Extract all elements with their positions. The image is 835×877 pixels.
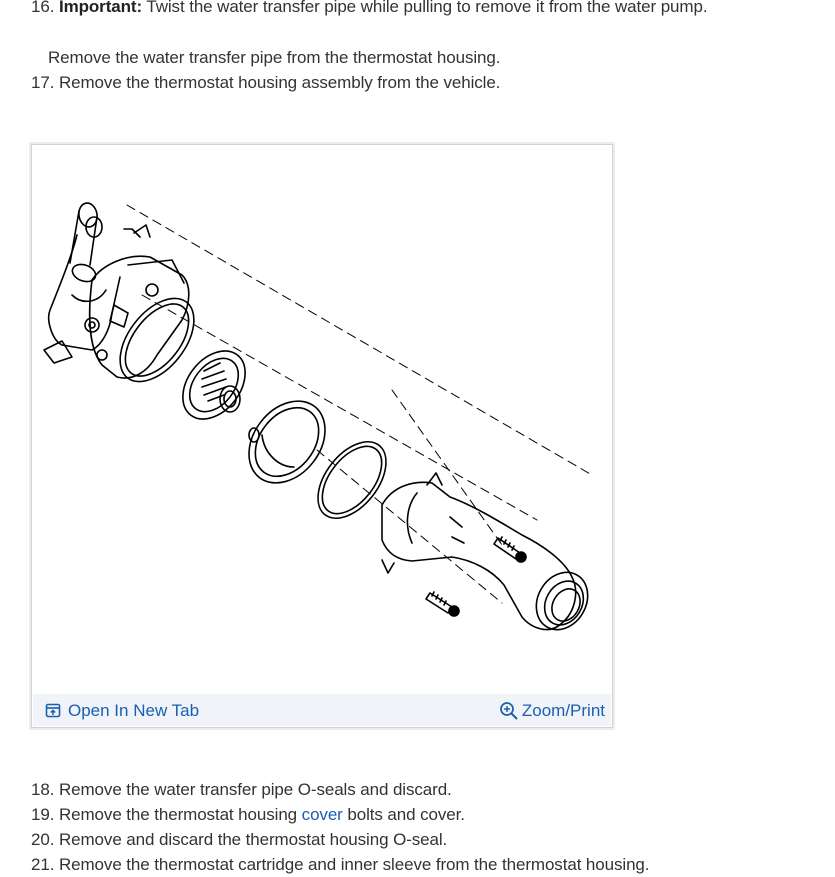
open-in-new-tab-button[interactable] — [45, 700, 199, 722]
step-20 — [31, 828, 447, 852]
open-external-icon — [45, 703, 61, 719]
step-16-number: 16. — [31, 0, 55, 16]
step-16-text: Twist the water transfer pipe while pulling to remove it from the water pump. — [146, 0, 708, 16]
housing-o-seal — [304, 429, 399, 530]
zoom-print-label: Zoom/Print — [521, 701, 605, 720]
step-21-text: Remove the thermostat cartridge and inner sleeve from the thermostat housing. — [58, 855, 650, 874]
cover-bolt-lower — [426, 592, 459, 616]
open-in-new-tab-label: Open In New Tab — [68, 701, 200, 720]
cover-link[interactable]: cover — [301, 805, 343, 824]
thermostat-cartridge — [170, 339, 258, 431]
water-transfer-pipe — [44, 202, 150, 363]
step-20-number: 20. — [31, 830, 55, 849]
step-21 — [31, 853, 649, 877]
step-20-text: Remove and discard the thermostat housing O-seal. — [58, 830, 448, 849]
figure-toolbar — [33, 694, 611, 726]
zoom-print-button[interactable] — [499, 700, 605, 722]
cover-bolts — [426, 537, 526, 616]
step-16-important: Important: — [58, 0, 143, 16]
step-19 — [31, 803, 465, 827]
step-16-cont-text: Remove the water transfer pipe from the thermostat housing. — [48, 48, 501, 67]
step-19-number: 19. — [31, 805, 55, 824]
step-18-number: 18. — [31, 780, 55, 799]
assembly-centerlines — [127, 205, 592, 603]
step-16-continuation — [48, 46, 500, 70]
step-19-text-before: Remove the thermostat housing — [58, 805, 298, 824]
thermostat-housing-cover — [382, 473, 598, 639]
step-17-text: Remove the thermostat housing assembly from the vehicle. — [58, 73, 501, 92]
step-18 — [31, 778, 452, 802]
diagram-figure — [31, 144, 613, 728]
zoom-in-icon — [499, 701, 519, 721]
step-16 — [31, 0, 707, 19]
thermostat-housing-exploded-diagram — [32, 145, 612, 693]
thermostat-housing — [85, 256, 189, 378]
step-17 — [31, 71, 500, 95]
step-21-number: 21. — [31, 855, 55, 874]
inner-sleeve — [233, 386, 340, 498]
step-19-text-after: bolts and cover. — [347, 805, 465, 824]
step-18-text: Remove the water transfer pipe O-seals and discard. — [58, 780, 452, 799]
step-17-number: 17. — [31, 73, 55, 92]
